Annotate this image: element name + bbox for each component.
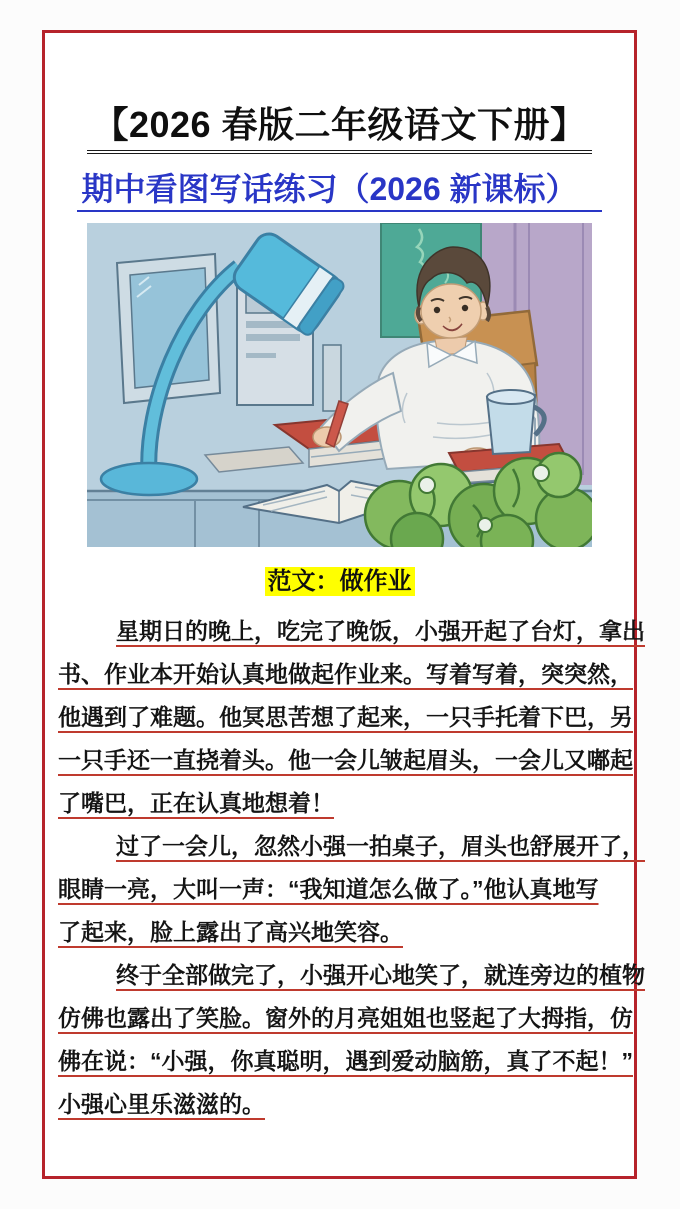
text-line: 了嘴巴，正在认真地想着！ [58, 790, 334, 816]
sample-essay-heading [45, 561, 634, 596]
text-line: 终于全部做完了，小强开心地笑了，就连旁边的植物 [116, 962, 645, 988]
essay-body [58, 612, 645, 1128]
homework-illustration-svg [87, 223, 592, 547]
page-title: 【2026 春版二年级语文下册】 [45, 97, 634, 148]
text-line: 星期日的晚上，吃完了晚饭，小强开起了台灯，拿出 [116, 618, 645, 644]
paragraph-1 [58, 612, 645, 827]
paragraph-2 [58, 827, 645, 956]
text-line: 一只手还一直挠着头。他一会儿皱起眉头，一会儿又嘟起 [58, 747, 633, 773]
page-subtitle: 期中看图写话练习（2026 新课标） [45, 164, 634, 210]
paragraph-3 [58, 956, 645, 1128]
text-line: 仿佛也露出了笑脸。窗外的月亮姐姐也竖起了大拇指，仿 [58, 1005, 633, 1031]
text-line: 他遇到了难题。他冥思苦想了起来，一只手托着下巴，另 [58, 704, 633, 730]
text-line: 眼睛一亮，大叫一声：“我知道怎么做了。”他认真地写 [58, 876, 599, 902]
text-line: 了起来，脸上露出了高兴地笑容。 [58, 919, 403, 945]
text-line: 书、作业本开始认真地做起作业来。写着写着，突突然， [58, 661, 633, 687]
text-line: 佛在说：“小强，你真聪明，遇到爱动脑筋，真了不起！” [58, 1048, 633, 1074]
sample-title-highlight: 范文：做作业 [265, 567, 415, 596]
red-border-frame [42, 30, 645, 1179]
text-line: 小强心里乐滋滋的。 [58, 1091, 265, 1117]
text-line: 过了一会儿，忽然小强一拍桌子，眉头也舒展开了， [116, 833, 645, 859]
homework-illustration [87, 223, 592, 547]
